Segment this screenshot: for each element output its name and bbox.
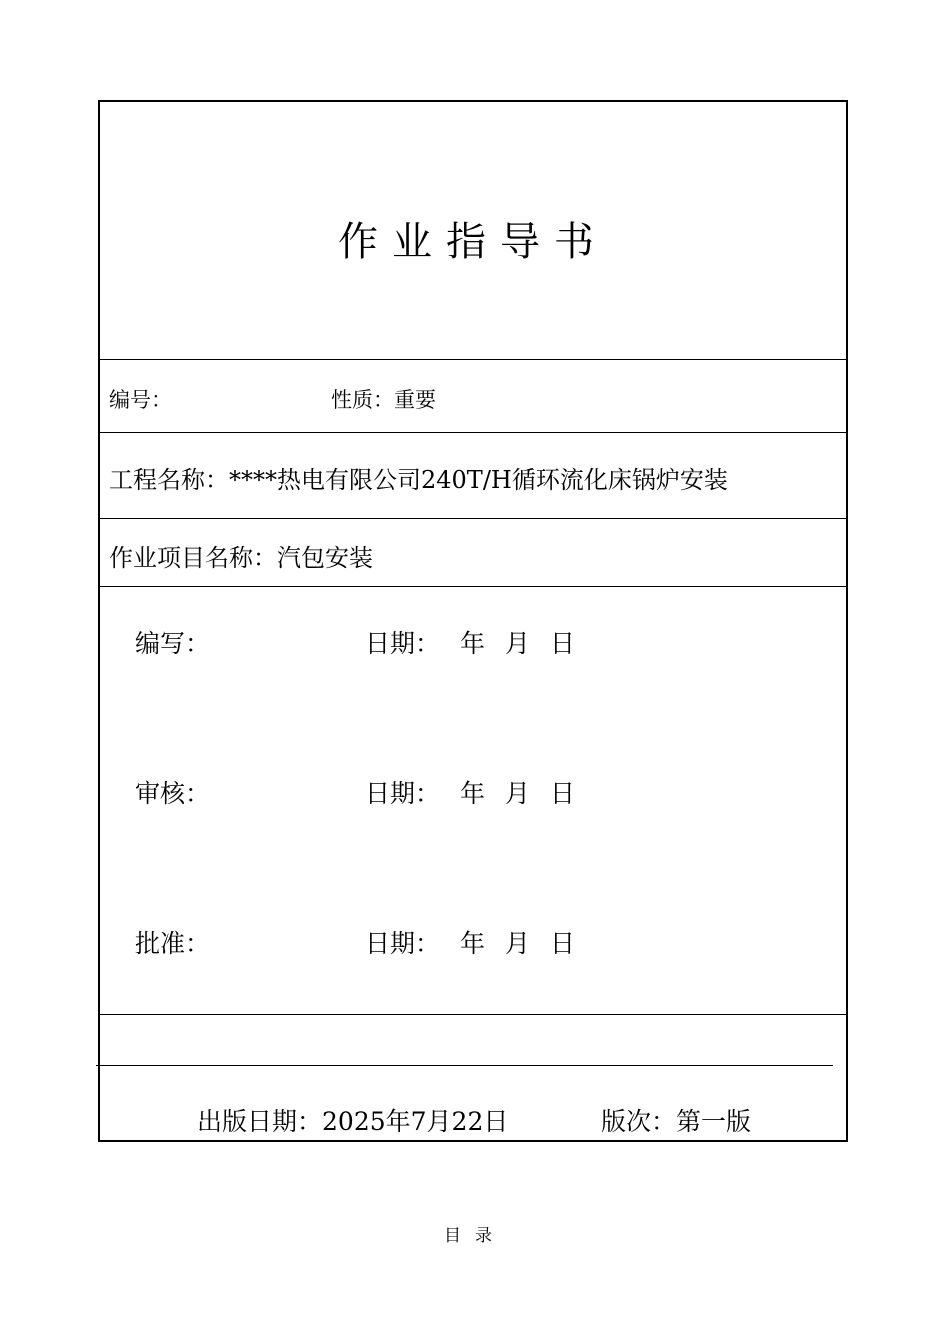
work-item-value: 汽包安装 bbox=[277, 544, 373, 572]
signoff-role: 审核： bbox=[135, 779, 211, 808]
project-value: ****热电有限公司240T/H循环流化床锅炉安装 bbox=[229, 466, 728, 494]
publish-date-value: 2025年7月22日 bbox=[322, 1107, 509, 1136]
signoff-row-approver bbox=[100, 924, 846, 964]
signoff-month: 月 bbox=[505, 629, 531, 658]
signoff-date-label: 日期： bbox=[365, 929, 441, 958]
edition-label: 版次： bbox=[601, 1107, 677, 1136]
number-label: 编号： bbox=[109, 388, 172, 412]
publish-date-label: 出版日期： bbox=[197, 1107, 323, 1136]
signoff-date-label: 日期： bbox=[365, 629, 441, 658]
signoff-row-reviewer bbox=[100, 774, 846, 814]
signoff-month: 月 bbox=[505, 929, 531, 958]
signoff-day: 日 bbox=[550, 779, 576, 808]
signoff-month: 月 bbox=[505, 779, 531, 808]
project-name-field bbox=[109, 460, 728, 495]
publish-date-field bbox=[197, 1102, 508, 1138]
document-title: 作业指导书 bbox=[338, 219, 608, 265]
signoff-role: 编写： bbox=[135, 629, 211, 658]
signoff-day: 日 bbox=[550, 929, 576, 958]
edition-field bbox=[601, 1102, 751, 1138]
divider bbox=[100, 518, 846, 519]
divider bbox=[100, 586, 846, 587]
divider bbox=[100, 359, 846, 360]
signoff-year: 年 bbox=[460, 629, 486, 658]
toc-heading: 目录 bbox=[444, 1226, 506, 1246]
divider bbox=[100, 432, 846, 433]
signoff-date-label: 日期： bbox=[365, 779, 441, 808]
divider bbox=[100, 1014, 846, 1015]
signoff-row-author bbox=[100, 624, 846, 664]
nature-field bbox=[331, 384, 436, 414]
project-label: 工程名称： bbox=[109, 466, 229, 494]
work-item-label: 作业项目名称： bbox=[109, 544, 277, 572]
signoff-role: 批准： bbox=[135, 929, 211, 958]
cover-table bbox=[98, 100, 848, 1142]
nature-value: 重要 bbox=[394, 388, 436, 412]
signoff-year: 年 bbox=[460, 929, 486, 958]
edition-value: 第一版 bbox=[676, 1107, 752, 1136]
work-item-field bbox=[109, 538, 373, 573]
signature-line bbox=[96, 1065, 833, 1066]
nature-label: 性质： bbox=[331, 388, 394, 412]
signoff-day: 日 bbox=[550, 629, 576, 658]
signoff-year: 年 bbox=[460, 779, 486, 808]
